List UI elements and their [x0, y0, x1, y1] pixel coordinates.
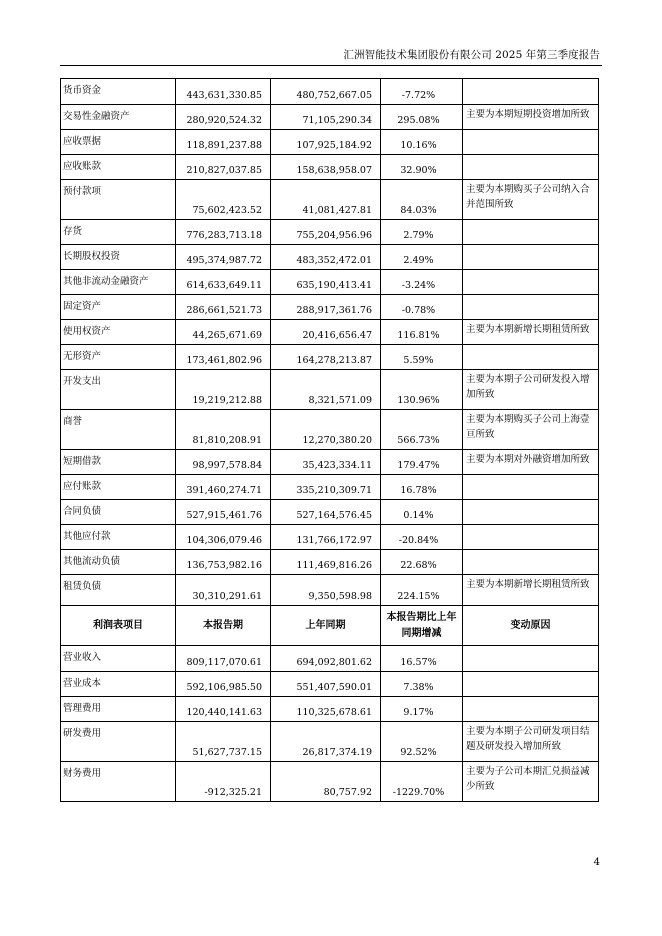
row-current-value: 44,265,671.69: [176, 320, 271, 345]
table-row: [61, 370, 599, 410]
report-header-title: 汇洲智能技术集团股份有限公司 2025 年第三季度报告: [343, 49, 600, 61]
row-prior-value: 26,817,374.19: [271, 722, 381, 762]
row-current-value: 118,891,237.88: [176, 130, 271, 155]
table-row: [61, 345, 599, 370]
row-prior-value: 480,752,667.05: [271, 79, 381, 105]
row-change-percent: 2.79%: [381, 220, 463, 245]
table-row: [61, 475, 599, 500]
row-change-reason: 主要为本期短期投资增加所致: [463, 105, 599, 130]
row-current-value: 776,283,713.18: [176, 220, 271, 245]
row-change-reason: [463, 550, 599, 575]
table-row: [61, 525, 599, 550]
row-change-percent: 130.96%: [381, 370, 463, 410]
row-change-percent: 7.38%: [381, 672, 463, 697]
row-change-percent: 16.78%: [381, 475, 463, 500]
row-item-cell: 存货: [61, 220, 176, 245]
row-item-cell: 预付款项: [61, 180, 176, 220]
row-prior-value: 483,352,472.01: [271, 245, 381, 270]
row-item-cell: 租赁负债: [61, 575, 176, 606]
row-item-cell: 其他非流动金融资产: [61, 270, 176, 295]
table-row: [61, 155, 599, 180]
financial-changes-table: [60, 78, 599, 802]
row-change-reason: 主要为本期新增长期租赁所致: [463, 320, 599, 345]
row-prior-value: 288,917,361.76: [271, 295, 381, 320]
table-row: [61, 180, 599, 220]
row-change-reason: 主要为本期子公司研发项目结题及研发投入增加所致: [463, 722, 599, 762]
balance-sheet-section: [61, 79, 599, 606]
row-item-cell: 应收账款: [61, 155, 176, 180]
row-current-value: 173,461,802.96: [176, 345, 271, 370]
row-change-percent: 566.73%: [381, 410, 463, 450]
row-change-percent: 116.81%: [381, 320, 463, 345]
row-prior-value: 755,204,956.96: [271, 220, 381, 245]
row-item-cell: 无形资产: [61, 345, 176, 370]
row-change-reason: [463, 130, 599, 155]
row-change-reason: 主要为本期购买子公司上海壹亘所致: [463, 410, 599, 450]
row-prior-value: 551,407,590.01: [271, 672, 381, 697]
column-header-change: 本报告期比上年同期增减: [381, 606, 463, 646]
row-prior-value: 80,757.92: [271, 762, 381, 802]
table-row: [61, 500, 599, 525]
row-prior-value: 12,270,380.20: [271, 410, 381, 450]
row-item-cell: 开发支出: [61, 370, 176, 410]
row-change-percent: 5.59%: [381, 345, 463, 370]
table-row: [61, 245, 599, 270]
row-change-percent: -1229.70%: [381, 762, 463, 802]
row-current-value: 210,827,037.85: [176, 155, 271, 180]
row-change-percent: -0.78%: [381, 295, 463, 320]
row-current-value: 120,440,141.63: [176, 697, 271, 722]
row-change-reason: [463, 672, 599, 697]
row-change-reason: [463, 525, 599, 550]
row-change-reason: [463, 155, 599, 180]
row-change-reason: [463, 697, 599, 722]
row-current-value: 280,920,524.32: [176, 105, 271, 130]
row-prior-value: 111,469,816.26: [271, 550, 381, 575]
row-current-value: 136,753,982.16: [176, 550, 271, 575]
table-row: [61, 762, 599, 802]
row-change-percent: 2.49%: [381, 245, 463, 270]
row-prior-value: 694,092,801.62: [271, 646, 381, 672]
row-item-cell: 商誉: [61, 410, 176, 450]
row-item-cell: 其他应付款: [61, 525, 176, 550]
column-header-item: 利润表项目: [61, 606, 176, 646]
row-item-cell: 交易性金融资产: [61, 105, 176, 130]
row-item-cell: 其他流动负债: [61, 550, 176, 575]
row-change-percent: -7.72%: [381, 79, 463, 105]
row-change-reason: 主要为子公司本期汇兑损益减少所致: [463, 762, 599, 802]
income-table-header-row: [61, 606, 599, 646]
row-prior-value: 335,210,309.71: [271, 475, 381, 500]
row-change-percent: 84.03%: [381, 180, 463, 220]
row-current-value: -912,325.21: [176, 762, 271, 802]
row-current-value: 286,661,521.73: [176, 295, 271, 320]
table-row: [61, 105, 599, 130]
row-current-value: 51,627,737.15: [176, 722, 271, 762]
row-item-cell: 使用权资产: [61, 320, 176, 345]
row-current-value: 443,631,330.85: [176, 79, 271, 105]
row-change-reason: [463, 345, 599, 370]
row-current-value: 104,306,079.46: [176, 525, 271, 550]
row-change-percent: 0.14%: [381, 500, 463, 525]
row-change-percent: 9.17%: [381, 697, 463, 722]
row-change-reason: 主要为本期购买子公司纳入合并范围所致: [463, 180, 599, 220]
row-change-reason: [463, 475, 599, 500]
row-change-percent: -20.84%: [381, 525, 463, 550]
row-change-percent: 10.16%: [381, 130, 463, 155]
row-change-percent: 92.52%: [381, 722, 463, 762]
row-prior-value: 8,321,571.09: [271, 370, 381, 410]
row-prior-value: 107,925,184.92: [271, 130, 381, 155]
row-change-reason: [463, 500, 599, 525]
column-header-current: 本报告期: [176, 606, 271, 646]
row-prior-value: 158,638,958.07: [271, 155, 381, 180]
income-statement-header-section: [61, 606, 599, 646]
table-row: [61, 320, 599, 345]
row-prior-value: 635,190,413.41: [271, 270, 381, 295]
table-row: [61, 130, 599, 155]
table-row: [61, 672, 599, 697]
row-prior-value: 131,766,172.97: [271, 525, 381, 550]
row-change-reason: [463, 245, 599, 270]
row-item-cell: 短期借款: [61, 450, 176, 475]
row-change-percent: 16.57%: [381, 646, 463, 672]
row-current-value: 592,106,985.50: [176, 672, 271, 697]
column-header-reason: 变动原因: [463, 606, 599, 646]
row-change-percent: 22.68%: [381, 550, 463, 575]
row-prior-value: 20,416,656.47: [271, 320, 381, 345]
row-item-cell: 应付账款: [61, 475, 176, 500]
row-current-value: 19,219,212.88: [176, 370, 271, 410]
table-row: [61, 220, 599, 245]
row-item-cell: 固定资产: [61, 295, 176, 320]
row-change-reason: 主要为本期新增长期租赁所致: [463, 575, 599, 606]
row-prior-value: 164,278,213.87: [271, 345, 381, 370]
row-change-percent: 179.47%: [381, 450, 463, 475]
row-current-value: 81,810,208.91: [176, 410, 271, 450]
row-prior-value: 9,350,598.98: [271, 575, 381, 606]
row-current-value: 75,602,423.52: [176, 180, 271, 220]
row-current-value: 527,915,461.76: [176, 500, 271, 525]
row-change-percent: 295.08%: [381, 105, 463, 130]
row-prior-value: 71,105,290.34: [271, 105, 381, 130]
row-change-reason: [463, 646, 599, 672]
row-item-cell: 管理费用: [61, 697, 176, 722]
column-header-prior: 上年同期: [271, 606, 381, 646]
table-row: [61, 295, 599, 320]
header-divider: [60, 65, 602, 66]
table-row: [61, 410, 599, 450]
row-change-percent: -3.24%: [381, 270, 463, 295]
table-row: [61, 270, 599, 295]
row-prior-value: 35,423,334.11: [271, 450, 381, 475]
page-number: 4: [593, 857, 600, 868]
row-change-percent: 32.90%: [381, 155, 463, 180]
row-change-reason: 主要为本期对外融资增加所致: [463, 450, 599, 475]
row-item-cell: 营业收入: [61, 646, 176, 672]
table-row: [61, 575, 599, 606]
row-prior-value: 527,164,576.45: [271, 500, 381, 525]
table-row: [61, 697, 599, 722]
row-current-value: 98,997,578.84: [176, 450, 271, 475]
row-item-cell: 货币资金: [61, 79, 176, 105]
row-change-percent: 224.15%: [381, 575, 463, 606]
row-current-value: 495,374,987.72: [176, 245, 271, 270]
row-current-value: 809,117,070.61: [176, 646, 271, 672]
row-item-cell: 财务费用: [61, 762, 176, 802]
row-item-cell: 合同负债: [61, 500, 176, 525]
row-item-cell: 研发费用: [61, 722, 176, 762]
row-prior-value: 41,081,427.81: [271, 180, 381, 220]
income-statement-section: [61, 646, 599, 802]
row-change-reason: [463, 79, 599, 105]
row-prior-value: 110,325,678.61: [271, 697, 381, 722]
table-row: [61, 79, 599, 105]
row-current-value: 30,310,291.61: [176, 575, 271, 606]
row-change-reason: [463, 270, 599, 295]
row-item-cell: 应收票据: [61, 130, 176, 155]
row-item-cell: 长期股权投资: [61, 245, 176, 270]
row-change-reason: 主要为本期子公司研发投入增加所致: [463, 370, 599, 410]
table-row: [61, 550, 599, 575]
row-change-reason: [463, 220, 599, 245]
table-row: [61, 722, 599, 762]
row-change-reason: [463, 295, 599, 320]
row-item-cell: 营业成本: [61, 672, 176, 697]
table-row: [61, 450, 599, 475]
table-row: [61, 646, 599, 672]
row-current-value: 614,633,649.11: [176, 270, 271, 295]
row-current-value: 391,460,274.71: [176, 475, 271, 500]
